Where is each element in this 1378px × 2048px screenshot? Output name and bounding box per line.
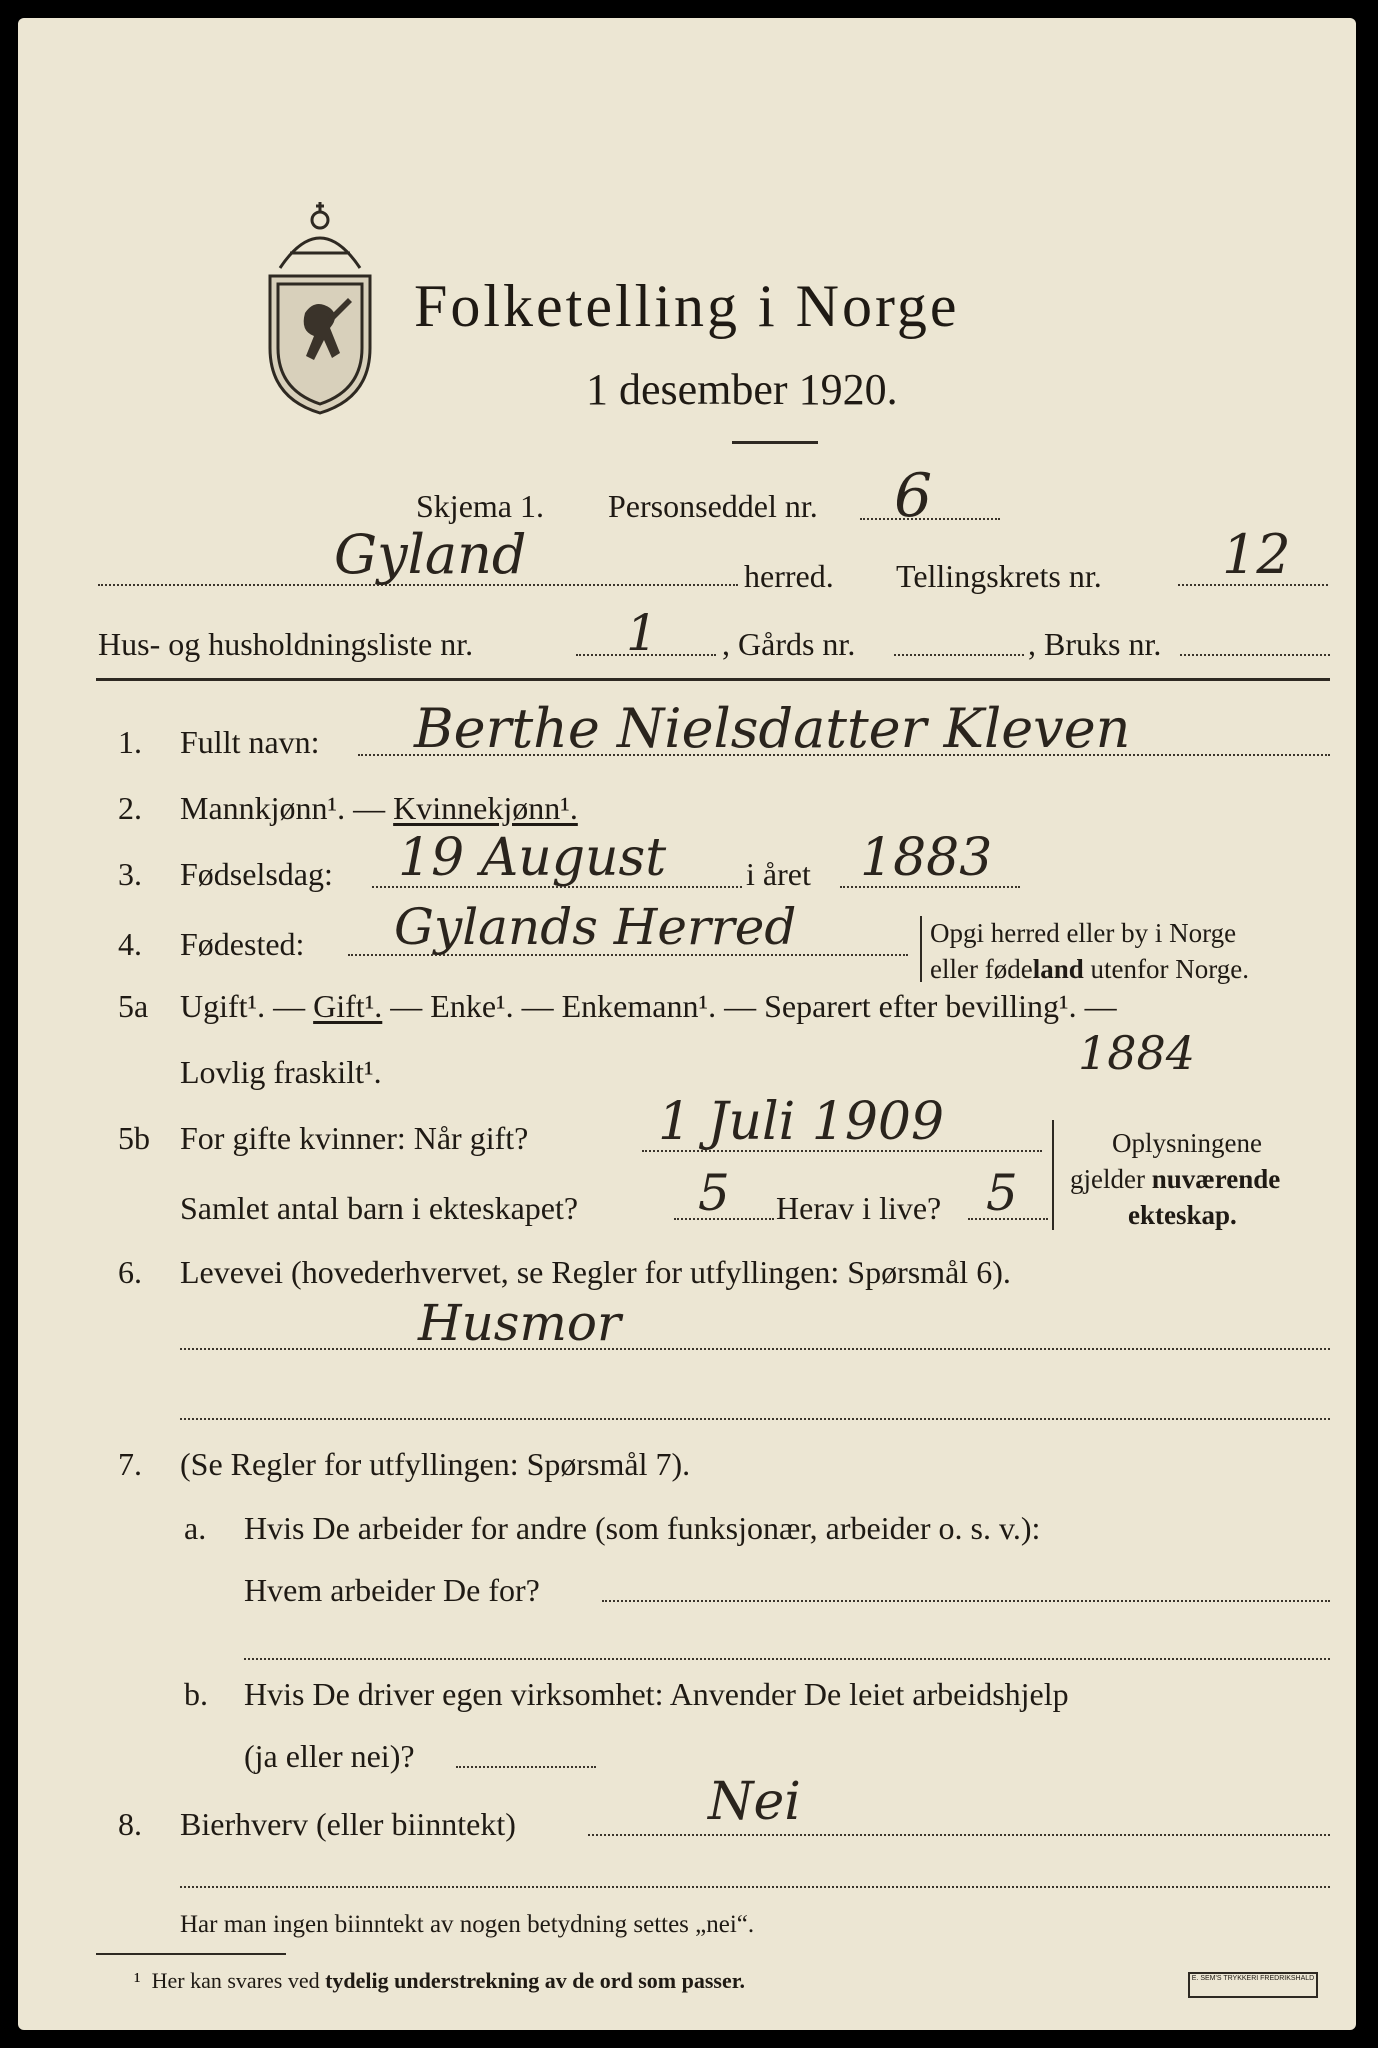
q4-label: Fødested: [180, 926, 305, 962]
footnote-bold: tydelig understrekning av de ord som passer. [325, 1968, 745, 1993]
q5a-gift: Gift¹. [313, 988, 383, 1024]
q7-label: (Se Regler for utfyllingen: Spørsmål 7). [180, 1446, 691, 1482]
q5a-rest: — Enke¹. — Enkemann¹. — Separert efter bevilling¹. — [382, 988, 1117, 1024]
title-divider [732, 441, 818, 444]
skjema-label: Skjema 1. [416, 488, 544, 524]
footnote-pre: Her kan svares ved [151, 1968, 326, 1993]
q7b-letter: b. [184, 1676, 208, 1712]
q6-line2 [180, 1418, 1330, 1420]
bruks-line [1180, 654, 1330, 656]
q6-line1 [180, 1348, 1330, 1350]
q5b-label2: Samlet antal barn i ekteskapet? [180, 1190, 579, 1226]
q6-value: Husmor [418, 1294, 621, 1352]
q5a-sep: — [265, 988, 314, 1024]
q5a-options [180, 990, 1117, 1022]
bruks-label: , Bruks nr. [1028, 626, 1162, 662]
q2-options [180, 792, 578, 824]
q8-line1 [588, 1834, 1330, 1836]
footnote-marker: ¹ [134, 1968, 141, 1993]
personseddel-label: Personseddel nr. [608, 488, 818, 524]
q5b-note-pre: gjelder [1070, 1164, 1152, 1194]
q5b-note-bold: nuværende [1151, 1164, 1281, 1194]
q4-note-pre: eller føde [930, 954, 1033, 984]
q1-number: 1. [118, 724, 142, 760]
footer-rule [96, 1953, 286, 1955]
coat-of-arms-icon [250, 198, 390, 420]
q3-year-value: 1883 [860, 828, 993, 888]
q4-note-brace [920, 916, 922, 982]
q2-number: 2. [118, 790, 142, 826]
q6-label: Levevei (hovederhvervet, se Regler for utfyllingen: Spørsmål 6). [180, 1254, 1011, 1290]
q5b-value1: 1 Juli 1909 [658, 1092, 945, 1152]
tellingskrets-value: 12 [1222, 523, 1291, 586]
q5a-number: 5a [118, 988, 149, 1024]
q8-label: Bierhverv (eller biinntekt) [180, 1806, 516, 1842]
q7b-question: (ja eller nei)? [244, 1738, 415, 1774]
tellingskrets-label: Tellingskrets nr. [896, 558, 1102, 594]
q4-note-line2 [930, 956, 1249, 983]
q4-note-post: utenfor Norge. [1083, 954, 1249, 984]
q7a-letter: a. [184, 1510, 207, 1546]
hus-value: 1 [626, 604, 658, 662]
q5b-note-line2 [1070, 1166, 1280, 1193]
q5b-value2: 5 [698, 1164, 730, 1222]
printer-stamp [1188, 1972, 1318, 1998]
q4-note-bold: land [1032, 954, 1084, 984]
q5a-margin-value: 1884 [1078, 1026, 1196, 1080]
q5b-label3: Herav i live? [776, 1190, 942, 1226]
gards-line [894, 654, 1024, 656]
q3-day-value: 19 August [398, 828, 667, 888]
q6-number: 6. [118, 1254, 142, 1290]
q1-value: Berthe Nielsdatter Kleven [414, 697, 1131, 760]
q5b-value3: 5 [986, 1164, 1018, 1222]
q2-kvinne: Kvinnekjønn¹. [393, 790, 578, 826]
q5b-note-line1: Oplysningene [1112, 1128, 1262, 1158]
footnote [134, 1970, 745, 1992]
q3-label: Fødselsdag: [180, 856, 333, 892]
header-rule [96, 678, 1330, 681]
q7b-text: Hvis De driver egen virksomhet: Anvender De leiet arbeidshjelp [244, 1676, 1069, 1712]
q1-label: Fullt navn: [180, 724, 320, 760]
herred-value: Gyland [334, 523, 527, 586]
q7a-text: Hvis De arbeider for andre (som funksjonær, arbeider o. s. v.): [244, 1510, 1041, 1546]
q7a-line1 [602, 1600, 1330, 1602]
footer-note: Har man ingen biinntekt av nogen betydning settes „nei“. [180, 1911, 755, 1938]
q8-value: Nei [708, 1772, 801, 1832]
printer-stamp-text: E. SEM'S TRYKKERI FREDRIKSHALD [1191, 1975, 1315, 1982]
q7b-line [456, 1766, 596, 1768]
q5b-label1: For gifte kvinner: Når gift? [180, 1120, 529, 1156]
q8-number: 8. [118, 1806, 142, 1842]
q3-number: 3. [118, 856, 142, 892]
q7a-line2 [244, 1658, 1330, 1660]
q7a-question: Hvem arbeider De for? [244, 1572, 540, 1608]
q5b-number: 5b [118, 1120, 150, 1156]
q7-number: 7. [118, 1446, 142, 1482]
herred-label: herred. [744, 558, 834, 594]
personseddel-value: 6 [894, 461, 933, 531]
q8-line2 [180, 1886, 1330, 1888]
q5b-note-brace [1052, 1120, 1054, 1230]
q3-year-label: i året [746, 856, 811, 892]
form-title: Folketelling i Norge [414, 273, 960, 339]
q2-mann: Mannkjønn¹. [180, 790, 346, 826]
census-date: 1 desember 1920. [586, 365, 898, 414]
q5a-ugift: Ugift¹. [180, 988, 266, 1024]
census-form-page [18, 18, 1356, 2030]
q4-number: 4. [118, 926, 142, 962]
q2-sep: — [345, 790, 394, 826]
q5b-note-line3: ekteskap. [1128, 1200, 1237, 1230]
q4-value: Gylands Herred [394, 898, 797, 956]
q5a-line2: Lovlig fraskilt¹. [180, 1054, 382, 1090]
q4-note-line1: Opgi herred eller by i Norge [930, 918, 1237, 948]
hus-label: Hus- og husholdningsliste nr. [98, 626, 474, 662]
gards-label: , Gårds nr. [722, 626, 856, 662]
